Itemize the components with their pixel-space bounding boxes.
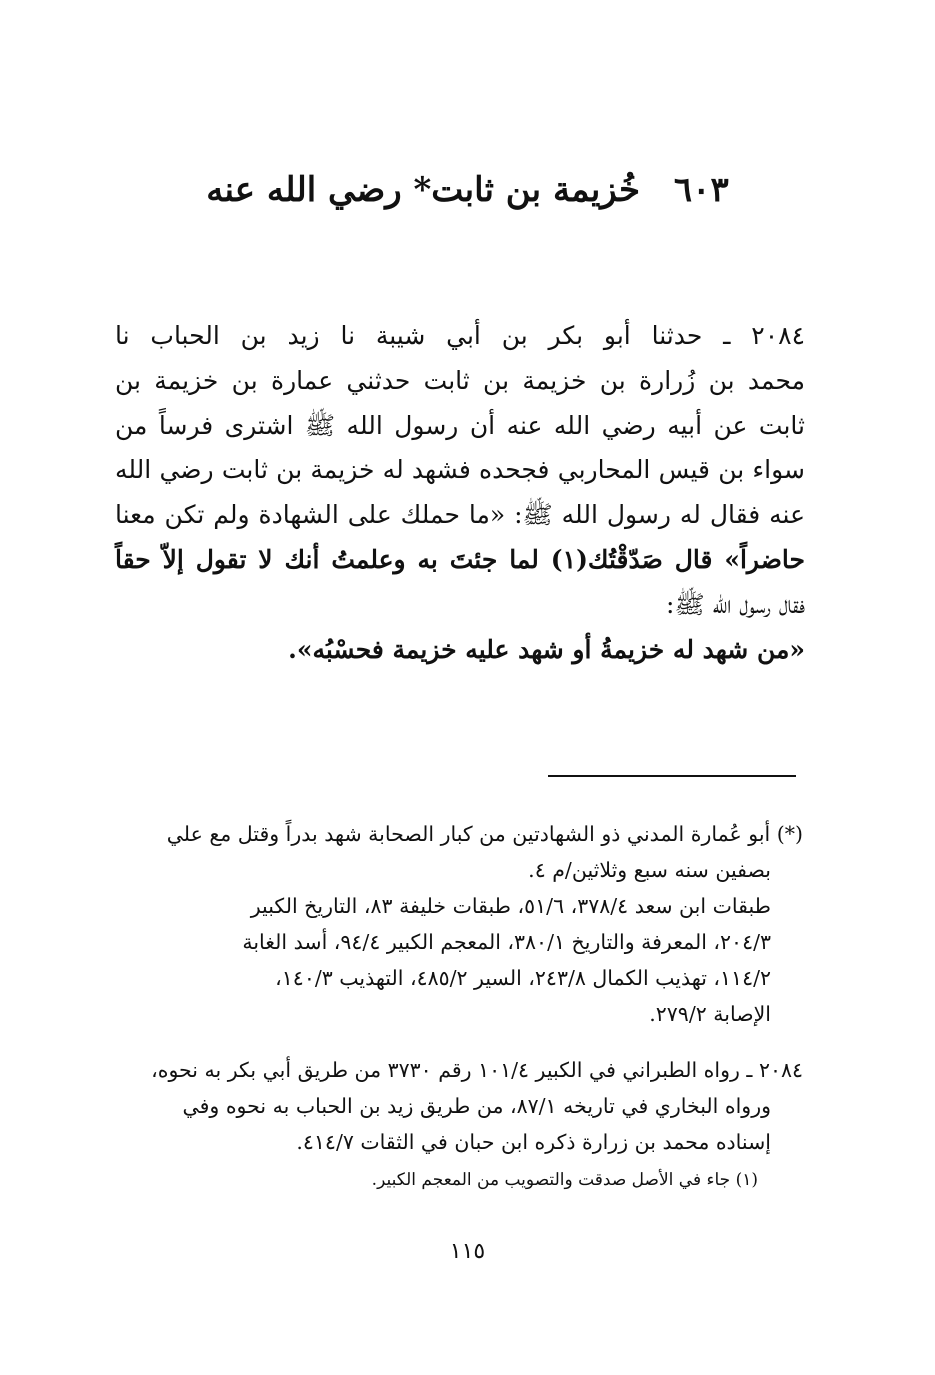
hadith-line: سواء بن قيس المحاربي فجحده فشهد له خزيمة بن ثابت رضي الله	[115, 455, 805, 485]
footnote-separator	[548, 775, 796, 777]
hadith-line: حاضراً» قال صَدّقْتُك(١) لما جئتَ به وعلمتُ أنك لا تقول إلاّ حقاً	[115, 544, 805, 574]
chapter-number: ٦٠٣	[673, 170, 729, 210]
footnote-line: ٢٠٨٤ ـ رواه الطبراني في الكبير ١٠١/٤ رقم ٣٧٣٠ من طريق أبي بكر به نحوه،	[151, 1058, 803, 1082]
page-number: ١١٥	[449, 1239, 486, 1264]
footnote-line: ورواه البخاري في تاريخه ٨٧/١، من طريق زيد بن الحباب به نحوه وفي	[182, 1094, 771, 1118]
footnote-note: (١) جاء في الأصل صدقت والتصويب من المعجم الكبير.	[371, 1170, 758, 1190]
chapter-heading: خُزيمة بن ثابت* رضي الله عنه	[206, 170, 641, 210]
footnote-takhrij	[118, 1052, 803, 1160]
footnote-line: بصفين سنه سبع وثلاثين/م ٤.	[528, 858, 771, 882]
footnote-line: طبقات ابن سعد ٣٧٨/٤، ٥١/٦، طبقات خليفة ٨٣، التاريخ الكبير	[250, 894, 771, 918]
hadith-line: ٢٠٨٤ ـ حدثنا أبو بكر بن أبي شيبة نا زيد بن الحباب نا	[115, 321, 805, 350]
footnote-line: ٢٠٤/٣، المعرفة والتاريخ ٣٨٠/١، المعجم الكبير ٩٤/٤، أسد الغابة	[242, 930, 771, 954]
footnote-line: (*) أبو عُمارة المدني ذو الشهادتين من كبار الصحابة شهد بدراً وقتل مع علي	[166, 822, 803, 846]
hadith-line: ثابت عن أبيه رضي الله عنه أن رسول الله ﷺ اشترى فرساً من	[115, 410, 805, 440]
hadith-text	[115, 314, 805, 672]
footnote-line: إسناده محمد بن زرارة ذكره ابن حبان في الثقات ٤١٤/٧.	[296, 1130, 771, 1154]
hadith-line-matn: «من شهد له خزيمةُ أو شهد عليه خزيمة فحسْبُه».	[288, 634, 805, 664]
hadith-line: محمد بن زُرارة بن خزيمة بن ثابت حدثني عمارة بن خزيمة بن	[115, 365, 805, 395]
hadith-line: عنه فقال له رسول الله ﷺ: «ما حملك على الشهادة ولم تكن معنا	[115, 500, 805, 530]
chapter-title	[0, 160, 935, 220]
footnote-line: ١١٤/٢، تهذيب الكمال ٢٤٣/٨، السير ٤٨٥/٢، التهذيب ١٤٠/٣،	[275, 966, 771, 990]
footnote-biography	[118, 816, 803, 1032]
footnote-line: الإصابة ٢٧٩/٢.	[649, 1002, 771, 1026]
hadith-line: فقال رسول الله ﷺ:	[666, 589, 805, 619]
